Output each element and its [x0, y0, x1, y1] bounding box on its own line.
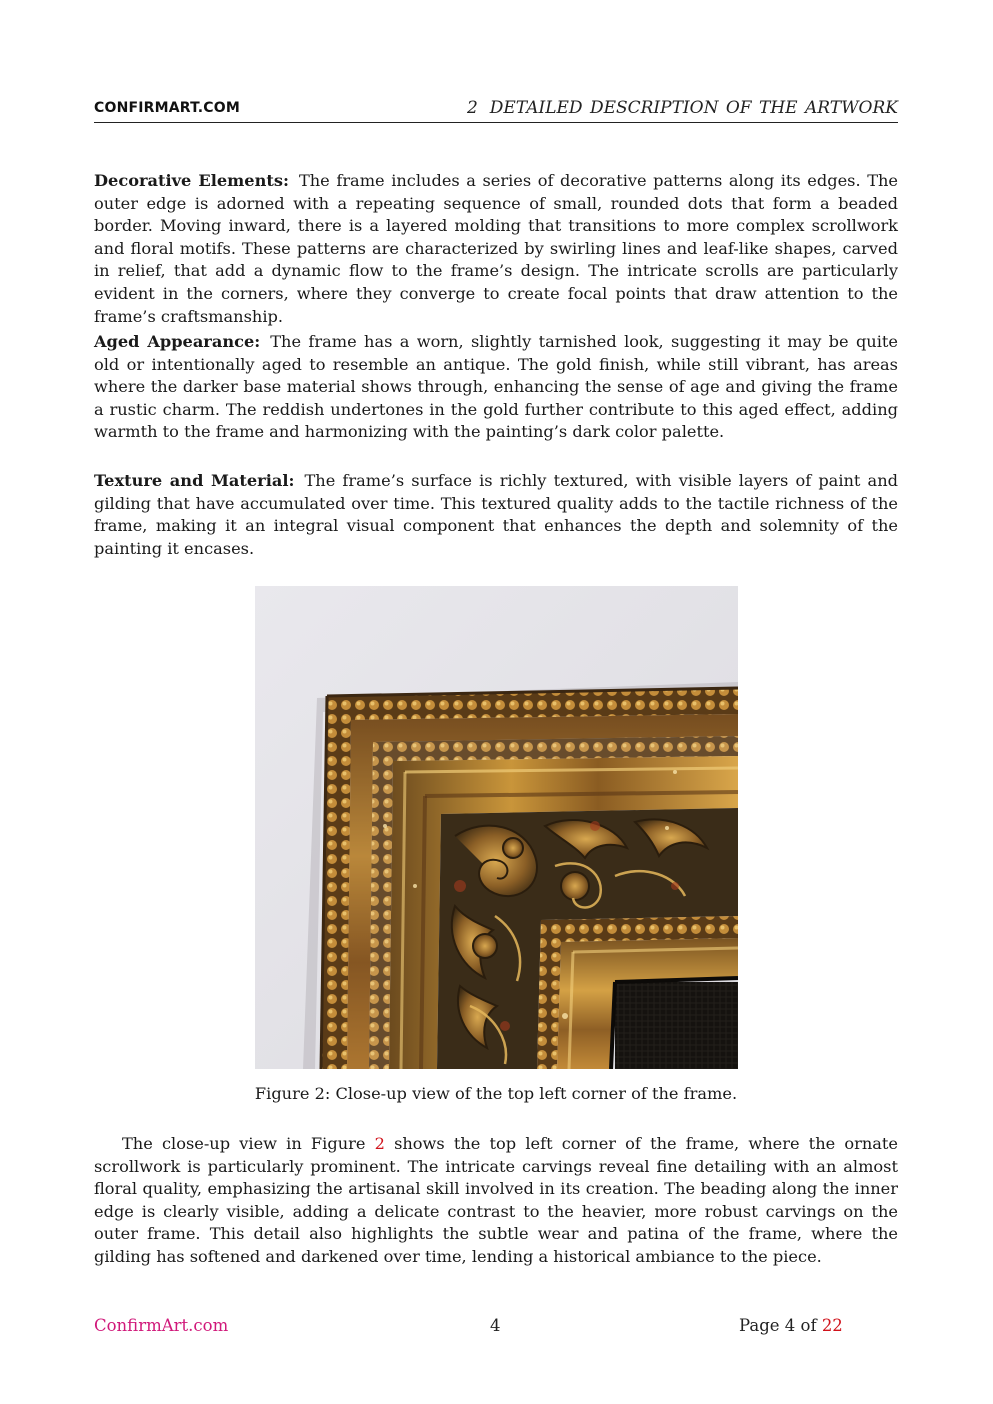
paragraph-decorative-elements: [94, 170, 898, 328]
paragraph-text: The frame’s surface is richly textured, with visible layers of paint and gilding that have accumulated over time. This textured quality adds to the tactile richness of the frame, making it an integral visual component that enhances the depth and solemnity of the painting it encases.: [94, 471, 898, 558]
paragraph-aged-appearance: [94, 331, 898, 444]
figure-reference-link[interactable]: 2: [374, 1134, 385, 1153]
footer-page-prefix: Page 4 of: [739, 1316, 822, 1335]
paragraph-text: The frame includes a series of decorative patterns along its edges. The outer edge is adorned with a repeating sequence of small, rounded dots that form a beaded border. Moving inward, there is a layered molding that transitions to more complex scrollwork and floral motifs. These patterns are characterized by swirling lines and leaf-like shapes, carved in relief, that add a dynamic flow to the frame’s design. The intricate scrolls are particularly evident in the corners, where they converge to create focal points that draw attention to the frame’s craftsmanship.: [94, 171, 899, 326]
section-number: 2: [466, 98, 478, 118]
paragraph-text-before: The close-up view in Figure: [122, 1134, 375, 1153]
paragraph-label: Decorative Elements:: [94, 171, 289, 190]
figure-caption: Figure 2: Close-up view of the top left corner of the frame.: [254, 1084, 738, 1103]
footer-page-total-link[interactable]: 22: [821, 1316, 843, 1335]
paragraph-texture-material: [94, 470, 898, 560]
footer-page-count: [739, 1316, 843, 1335]
section-title: DETAILED DESCRIPTION OF THE ARTWORK: [489, 98, 898, 118]
footer-site-link[interactable]: ConfirmArt.com: [94, 1316, 229, 1335]
site-logo: CONFIRMART.COM: [94, 100, 241, 116]
frame-corner-photo: [255, 586, 738, 1069]
footer-page-number: 4: [490, 1316, 501, 1335]
paragraph-text-after: shows the top left corner of the frame, where the ornate scrollwork is particularly prominent. The intricate carvings reveal fine detailing with an almost floral quality, emphasizing the artisanal skill involved in its creation. The beading along the inner edge is clearly visible, adding a delicate contrast to the heavier, more robust carvings on the outer frame. This detail also highlights the subtle wear and patina of the frame, where the gilding has softened and darkened over time, lending a historical ambiance to the piece.: [94, 1134, 898, 1266]
paragraph-closeup-view: [94, 1133, 898, 1269]
paragraph-text: The frame has a worn, slightly tarnished look, suggesting it may be quite old or intentionally aged to resemble an antique. The gold finish, while still vibrant, has areas where the darker base material shows through, enhancing the sense of age and giving the frame a rustic charm. The reddish undertones in the gold further contribute to this aged effect, adding warmth to the frame and harmonizing with the painting’s dark color palette.: [94, 332, 898, 442]
figure-frame-closeup: [255, 586, 738, 1069]
header-rule: [94, 122, 898, 123]
running-head: [467, 98, 898, 118]
paragraph-label: Texture and Material:: [94, 471, 295, 490]
page-header: [94, 98, 898, 122]
paragraph-label: Aged Appearance:: [94, 332, 261, 351]
